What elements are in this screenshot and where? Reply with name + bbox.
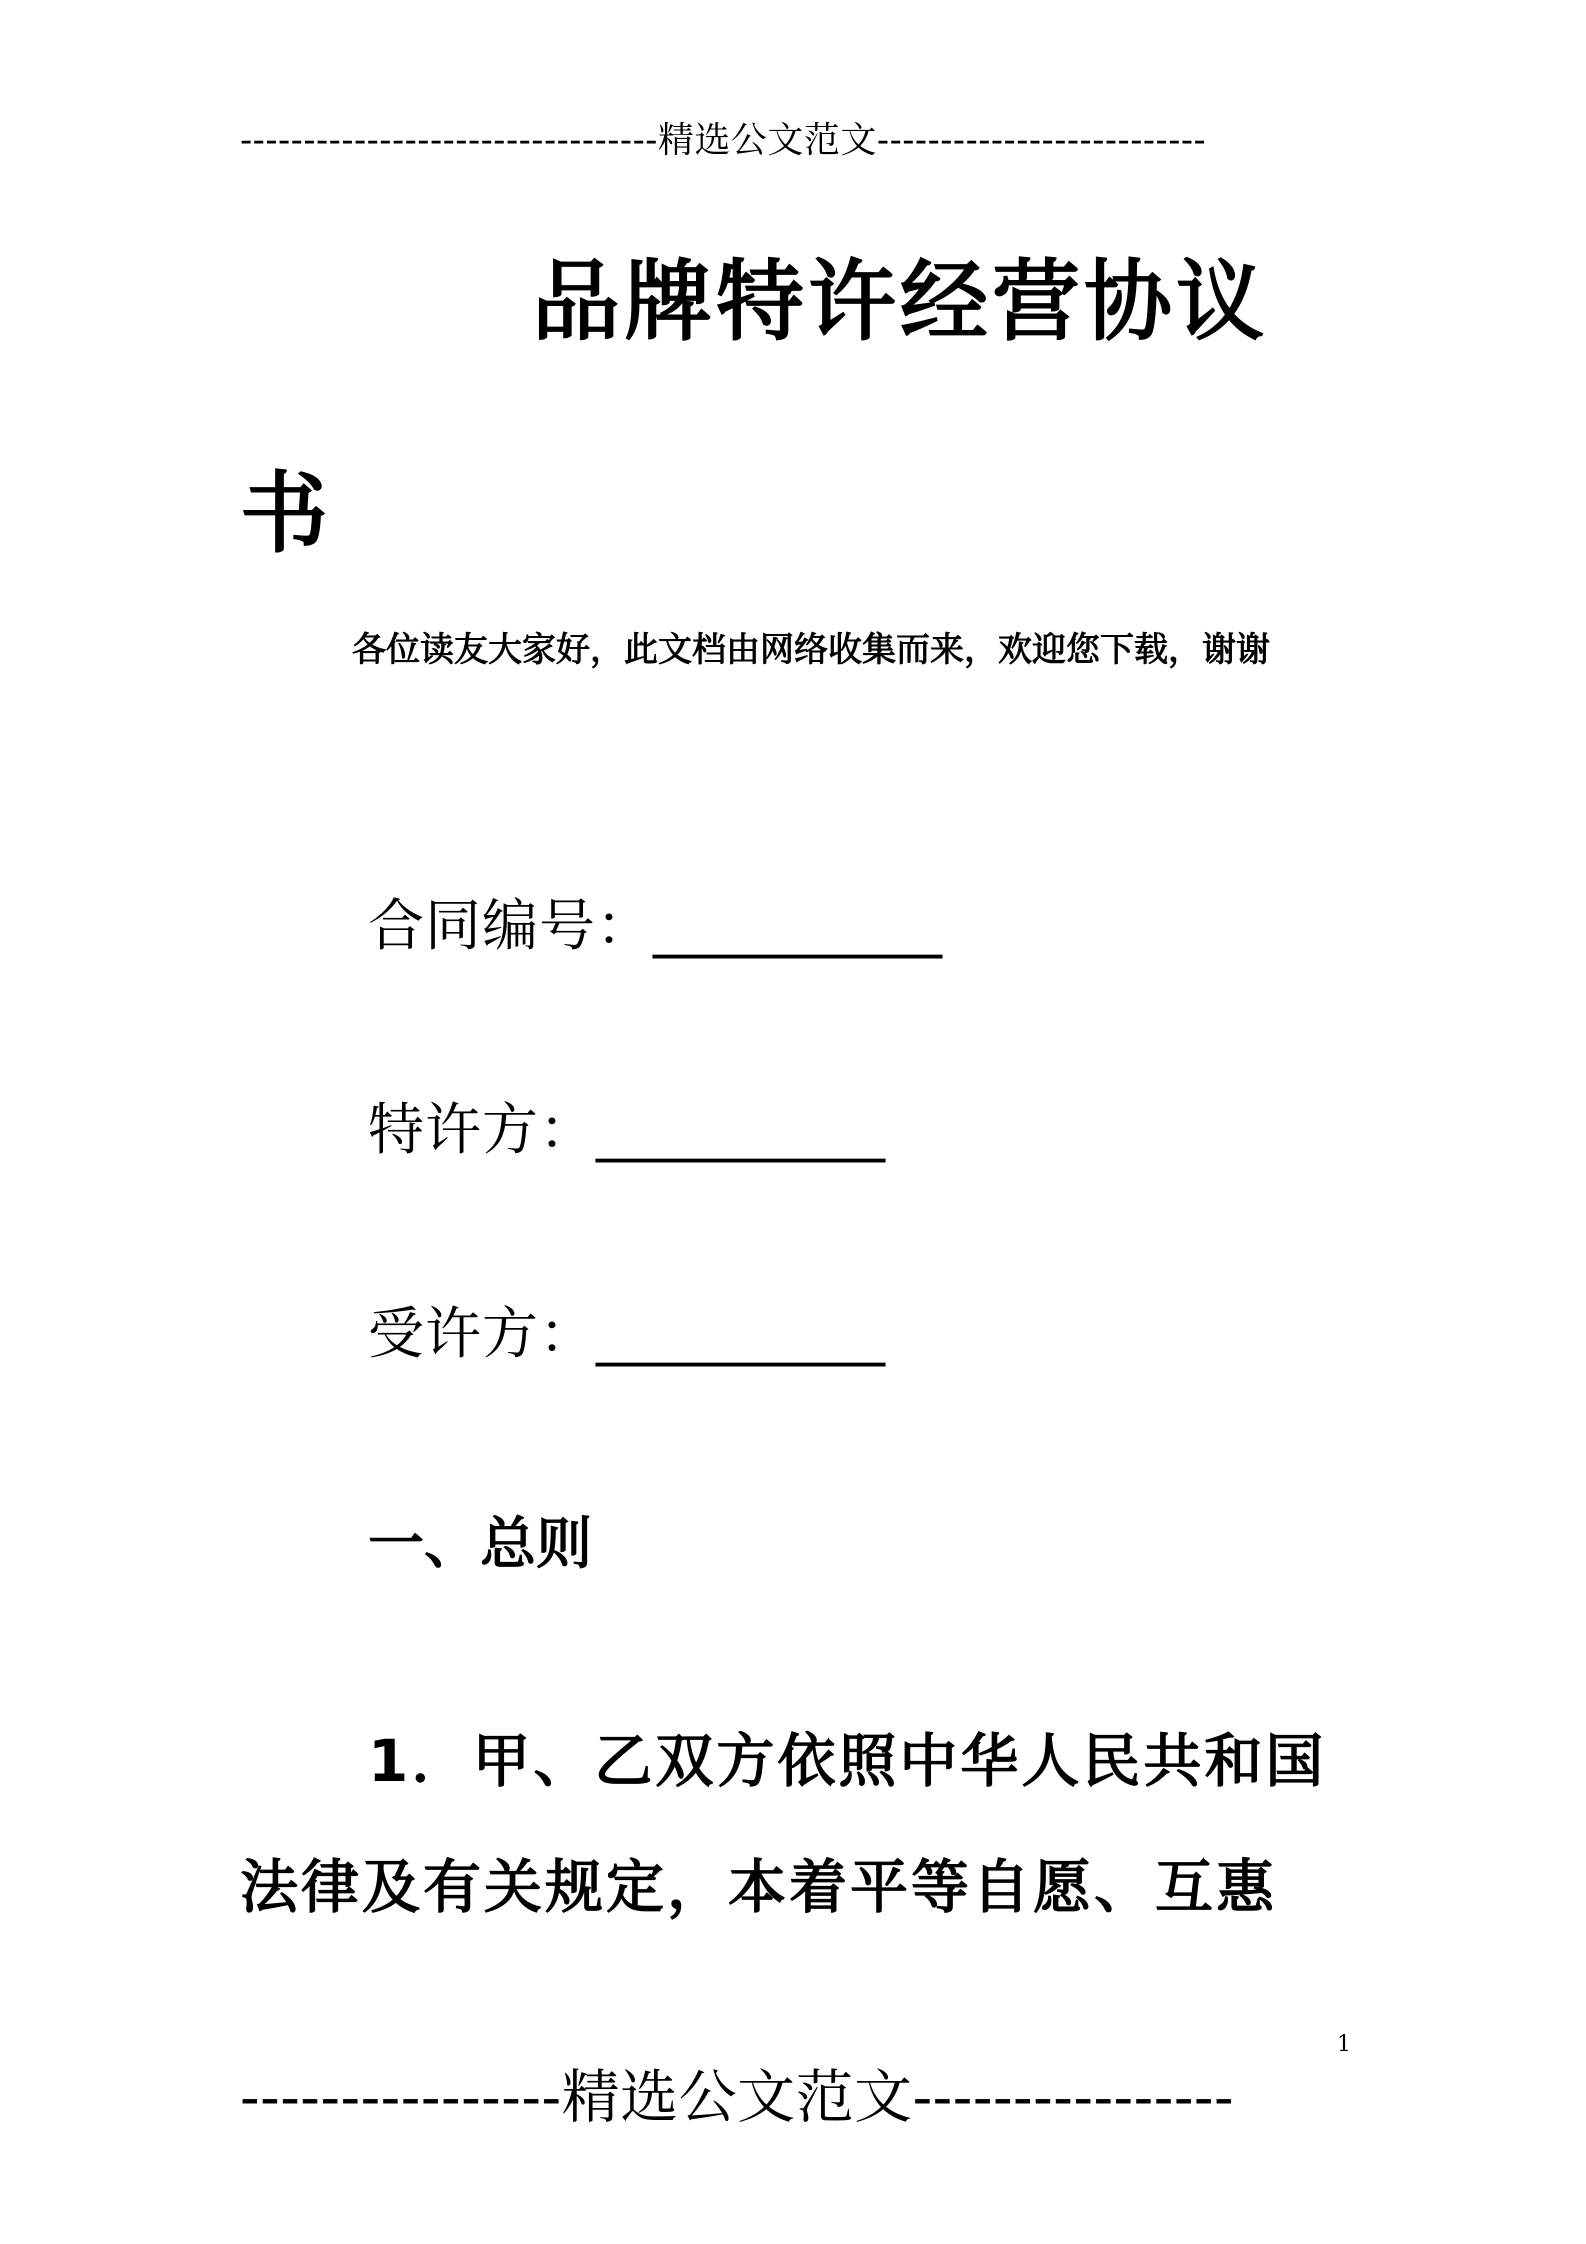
contract-number-field: 合同编号：__________ <box>368 894 943 959</box>
paragraph-line: 1．甲、乙双方依照中华人民共和国 <box>368 1727 1327 1795</box>
page-number: 1 <box>1337 2032 1351 2057</box>
greeting-text: 各位读友大家好，此文档由网络收集而来，欢迎您下载，谢谢 <box>352 630 1270 670</box>
page-footer: ----------------精选公文范文---------------- <box>240 2063 1235 2131</box>
section-heading: 一、总则 <box>368 1512 592 1577</box>
paragraph-line: 法律及有关规定，本着平等自愿、互惠 <box>240 1853 1278 1921</box>
document-title-continuation: 书 <box>240 462 329 565</box>
franchisee-field: 受许方：__________ <box>368 1302 886 1367</box>
document-title: 品牌特许经营协议 <box>532 250 1269 353</box>
page-header: ---------------------------------精选公文范文-------------------------- <box>240 120 1207 161</box>
franchisor-field: 特许方：__________ <box>368 1098 886 1163</box>
